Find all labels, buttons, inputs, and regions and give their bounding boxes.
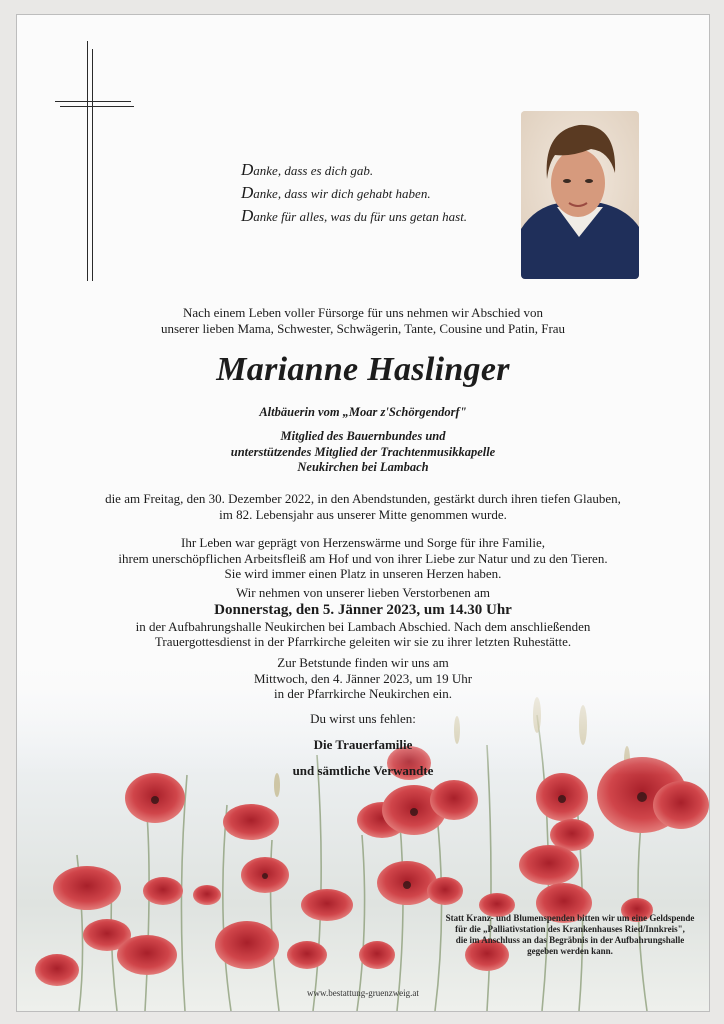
- membership-line: Neukirchen bei Lambach: [297, 460, 429, 474]
- closing-text: Du wirst uns fehlen:: [310, 711, 416, 726]
- death-line: die am Freitag, den 30. Dezember 2022, in den Abendstunden, gestärkt durch ihren tiefen Glauben,: [105, 491, 621, 506]
- obituary-card: [16, 14, 710, 1012]
- prayer-text: [17, 655, 709, 702]
- death-line: im 82. Lebensjahr aus unserer Mitte genommen wurde.: [219, 506, 507, 522]
- family-signature: Die Trauerfamilie: [313, 737, 413, 752]
- membership-text: [17, 429, 709, 476]
- donation-line: für die „Palliativstation des Krankenhauses Ried/Innkreis",: [455, 924, 685, 934]
- memorial-quote: [241, 159, 541, 228]
- donation-line: die im Anschluss an das Begräbnis in der Aufbahrungshalle: [455, 935, 685, 945]
- intro-line: Nach einem Leben voller Fürsorge für uns nehmen wir Abschied von: [182, 305, 544, 320]
- footer-url[interactable]: www.bestattung-gruenzweig.at: [307, 988, 419, 998]
- funeral-date: Donnerstag, den 5. Jänner 2023, um 14.30 Uhr: [214, 601, 512, 618]
- life-line: Ihr Leben war geprägt von Herzenswärme und Sorge für ihre Familie,: [181, 535, 545, 550]
- deceased-title: Altbäuerin vom „Moar z'Schörgendorf": [259, 405, 467, 419]
- intro-text: [17, 305, 709, 336]
- death-notice: [17, 491, 709, 522]
- funeral-line: Trauergottesdienst in der Pfarrkirche geleiten wir sie zu ihrer letzten Ruhestätte.: [154, 634, 572, 649]
- donation-note: [435, 913, 705, 957]
- prayer-line: Mittwoch, den 4. Jänner 2023, um 19 Uhr: [253, 670, 473, 686]
- prayer-line: in der Pfarrkirche Neukirchen ein.: [274, 686, 452, 701]
- life-line: Sie wird immer einen Platz in unseren Herzen haben.: [224, 566, 502, 581]
- deceased-name: Marianne Haslinger: [216, 351, 510, 388]
- membership-line: unterstützendes Mitglied der Trachtenmusikkapelle: [230, 444, 496, 459]
- quote-line: Danke, dass es dich gab.: [241, 160, 374, 179]
- poppy-field-image: [17, 655, 709, 1011]
- funeral-line: Wir nehmen von unserer lieben Verstorbenen am: [235, 585, 491, 600]
- portrait-photo: [521, 111, 639, 279]
- relatives-signature: und sämtliche Verwandte: [292, 763, 434, 778]
- prayer-line: Zur Betstunde finden wir uns am: [277, 655, 449, 670]
- membership-line: Mitglied des Bauernbundes und: [280, 429, 446, 443]
- funeral-line: in der Aufbahrungshalle Neukirchen bei Lambach Abschied. Nach dem anschließenden: [135, 618, 591, 634]
- life-text: [17, 535, 709, 582]
- donation-line: gegeben werden kann.: [527, 946, 613, 956]
- funeral-text: [17, 585, 709, 650]
- quote-line: Danke für alles, was du für uns getan hast.: [241, 206, 468, 225]
- intro-line: unserer lieben Mama, Schwester, Schwägerin, Tante, Cousine und Patin, Frau: [160, 320, 566, 336]
- life-line: ihrem unerschöpflichen Arbeitsfleiß am Hof und von ihrer Liebe zur Natur und zu den Tieren.: [118, 550, 608, 566]
- quote-line: Danke, dass wir dich gehabt haben.: [241, 183, 431, 202]
- donation-line: Statt Kranz- und Blumenspenden bitten wir um eine Geldspende: [445, 913, 695, 923]
